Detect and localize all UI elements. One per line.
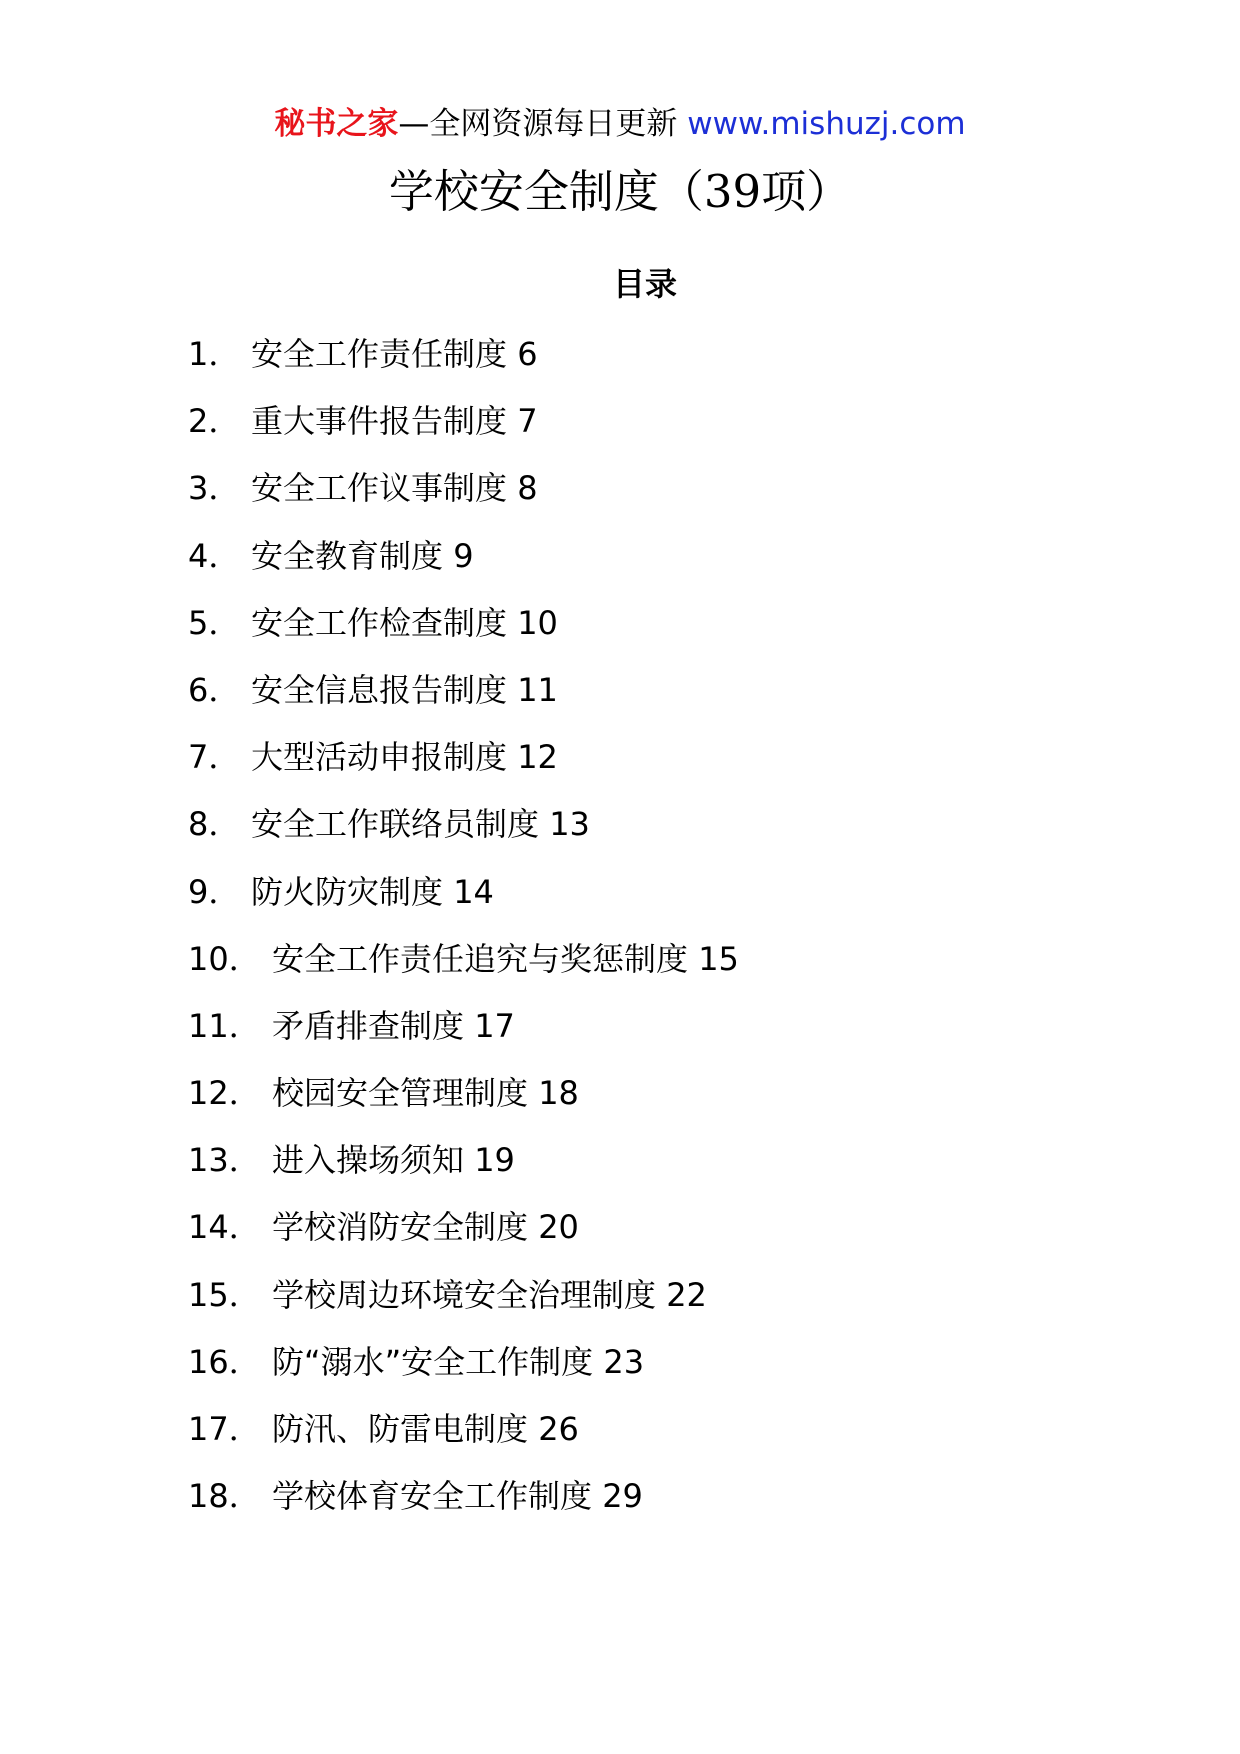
toc-item-number: 17． [188,1410,261,1448]
toc-item-page: 29 [602,1477,643,1516]
toc-item-page: 12 [517,738,558,777]
toc-item[interactable] [188,1334,739,1401]
toc-item-page: 10 [517,603,558,642]
toc-item-title: 安全工作责任追究与奖惩制度 [272,939,689,978]
site-tagline: —全网资源每日更新 [398,106,678,142]
toc-item-title: 进入操场须知 [272,1141,465,1180]
toc-item-page: 22 [666,1275,707,1314]
toc-item[interactable] [188,796,739,863]
toc-item-number: 14． [188,1208,261,1247]
toc-item-title: 学校体育安全工作制度 [272,1477,593,1516]
toc-item-title: 重大事件报告制度 [251,402,508,441]
toc-item-page: 26 [538,1410,579,1448]
toc-item-page: 6 [517,335,538,373]
toc-item-page: 17 [474,1006,515,1045]
toc-item-title: 防汛、防雷电制度 [272,1410,529,1448]
toc-item[interactable] [188,393,739,460]
toc-item-title: 矛盾排查制度 [272,1006,465,1045]
site-header [0,100,1240,148]
toc-item-title: 安全工作联络员制度 [251,805,540,844]
title-count: 39 [703,165,762,218]
toc-item[interactable] [188,528,739,595]
toc-item-number: 1． [188,335,241,373]
toc-item-number: 12． [188,1074,261,1113]
toc-item[interactable] [188,729,739,796]
toc-item-number: 18． [188,1477,261,1516]
toc-item-page: 23 [603,1342,645,1381]
brand-name: 秘书之家 [274,106,399,142]
toc-item-number: 10． [188,939,261,978]
toc-item-title: 防“溺水”安全工作制度 [272,1342,594,1381]
title-suffix: 项） [761,165,852,218]
toc-item-number: 16． [188,1342,261,1381]
toc-item-title: 安全工作责任制度 [251,335,508,373]
toc-item-number: 11． [188,1006,261,1045]
toc-item-page: 19 [474,1141,515,1180]
toc-item-page: 14 [453,872,494,911]
toc-item-number: 8． [188,805,241,844]
toc-item-title: 学校周边环境安全治理制度 [272,1275,657,1314]
toc-heading: 目录 [612,265,677,303]
toc-item[interactable] [188,595,739,662]
toc-item[interactable] [188,1199,739,1266]
toc-item-number: 13． [188,1141,261,1180]
toc-item-title: 防火防灾制度 [251,872,444,911]
site-url-link[interactable]: www.mishuzj.com [687,106,966,142]
toc-item-page: 13 [549,805,590,844]
toc-item-number: 5． [188,603,241,642]
toc-item-title: 安全信息报告制度 [251,670,508,709]
toc-item-page: 15 [698,939,739,978]
toc-item-page: 11 [517,670,558,709]
toc-item-number: 7． [188,738,241,777]
toc-item[interactable] [188,1132,739,1199]
toc-item-title: 安全工作检查制度 [251,603,508,642]
toc-item-number: 15． [188,1275,261,1314]
toc-item-title: 大型活动申报制度 [251,738,508,777]
toc-item[interactable] [188,998,739,1065]
toc-item[interactable] [188,864,739,931]
toc-item[interactable] [188,1267,739,1334]
toc-item-title: 校园安全管理制度 [272,1074,529,1113]
toc-item-page: 8 [517,469,538,508]
toc-item-number: 6． [188,670,241,709]
toc-item-page: 9 [453,536,474,575]
toc-item-title: 安全工作议事制度 [251,469,508,508]
document-title [0,160,1240,224]
toc-item-number: 3． [188,469,241,508]
toc-item[interactable] [188,1468,739,1535]
toc-item[interactable] [188,1065,739,1132]
toc-item-number: 9． [188,872,241,911]
toc-item[interactable] [188,662,739,729]
toc-item[interactable] [188,326,739,393]
toc-item-page: 18 [538,1074,579,1113]
toc-item-number: 2． [188,402,241,441]
toc-item[interactable] [188,931,739,998]
toc-item-number: 4． [188,536,241,575]
toc-item[interactable] [188,460,739,527]
toc-item-title: 安全教育制度 [251,536,444,575]
title-prefix: 学校安全制度（ [388,165,704,218]
toc-item-page: 20 [538,1208,579,1247]
toc-item-title: 学校消防安全制度 [272,1208,529,1247]
toc-item-page: 7 [517,402,538,441]
toc-item[interactable] [188,1401,739,1468]
table-of-contents [188,326,739,1535]
